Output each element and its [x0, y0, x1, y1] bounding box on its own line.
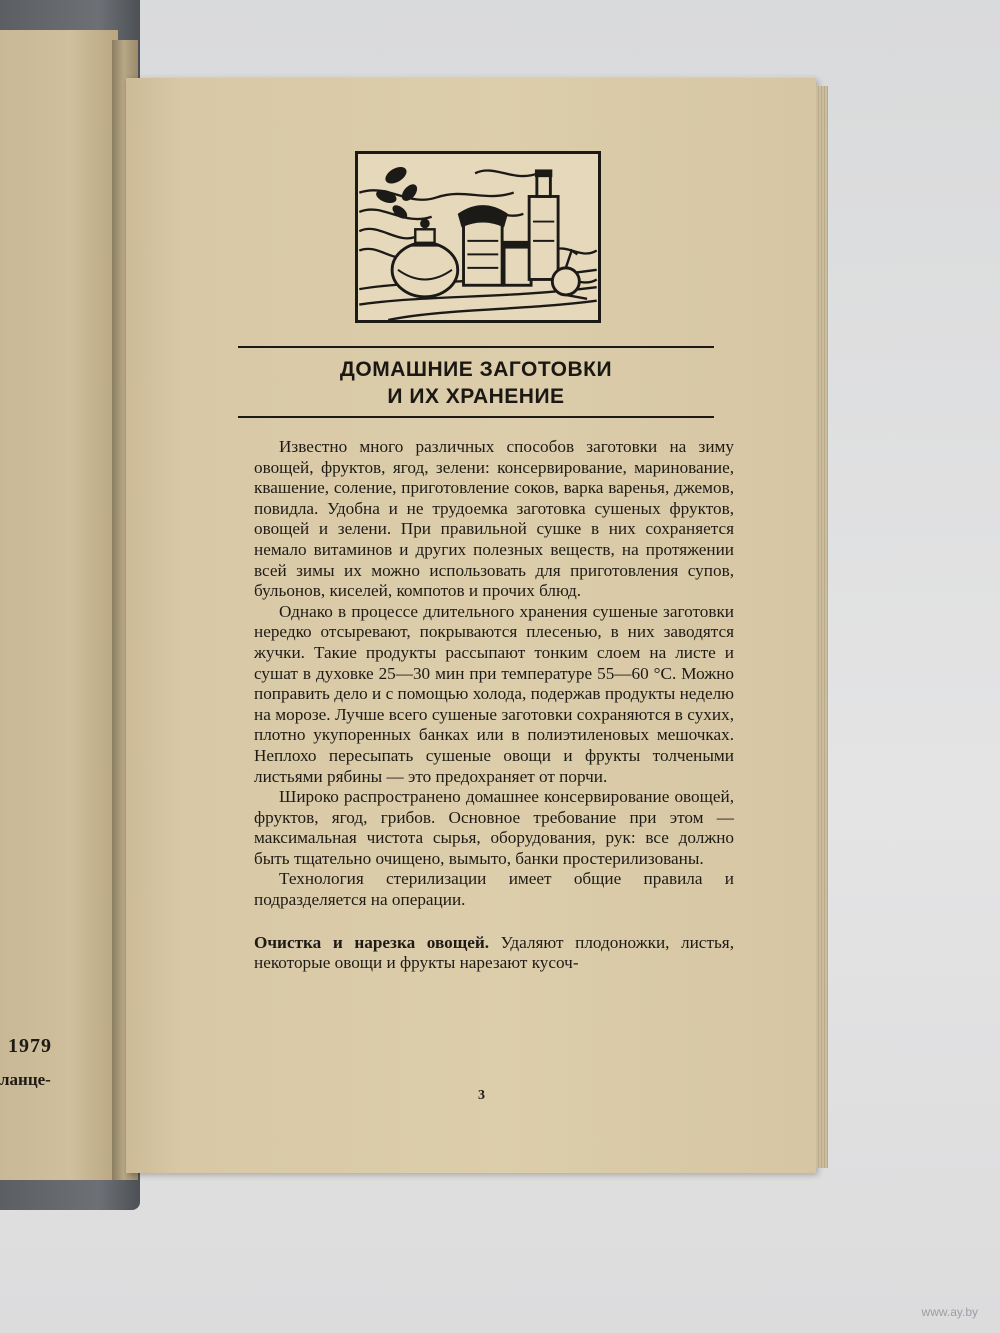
right-page — [126, 78, 816, 1173]
subsection-paragraph — [254, 933, 734, 974]
page-number: 3 — [478, 1088, 485, 1103]
paragraph-1: Известно много различных способов заготовки на зиму овощей, фруктов, ягод, зелени: консервирование, маринование, квашение, соление, приготовление соков, варка варенья, джемов, повидла. Удобна и не трудоемка заготовка сушеных фруктов, овощей и зелени. При правильной сушке в них сохраняется немало витаминов и других полезных веществ, на протяжении всей зимы их можно использовать для приготовления супов, бульонов, киселей, компотов и прочих блюд. — [254, 437, 734, 601]
left-page — [0, 30, 118, 1180]
left-page-word-fragment: ланце- — [0, 1070, 51, 1089]
paragraph-3: Широко распространено домашнее консервирование овощей, фруктов, ягод, грибов. Основное требование при этом — максимальная чистота сырья, оборудования, рук: все должно быть тщательно очищено, вымыто, банки простерилизованы. — [254, 787, 734, 868]
preserves-illustration — [355, 151, 601, 323]
page-stack-edge — [816, 86, 828, 1168]
subsection-text: Удаляют плодоножки, листья, некоторые овощи и фрукты нарезают кусоч- — [254, 932, 734, 973]
paragraph-4: Технология стерилизации имеет общие правила и подразделяется на операции. — [254, 869, 734, 910]
site-watermark: www.ay.by — [921, 1305, 978, 1319]
chapter-title — [238, 346, 714, 418]
jars-and-pots-drawing — [358, 154, 598, 320]
chapter-title-line-1: ДОМАШНИЕ ЗАГОТОВКИ — [339, 358, 613, 381]
subsection-heading: Очистка и нарезка овощей. — [254, 932, 490, 952]
paragraph-2: Однако в процессе длительного хранения сушеные заготовки нередко отсыревают, покрываются плесенью, в них заводятся жучки. Такие продукты рассыпают тонким слоем на листе и сушат в духовке 25—30 мин при температуре 55—60 °С. Можно поправить дело и с помощью холода, подержав продукты неделю на морозе. Лучше всего сушеные заготовки сохраняются в сухих, плотно укупоренных банках или в полиэтиленовых мешочках. Неплохо пересыпать сушеные овощи и фрукты толчеными листьями рябины — это предохраняет от порчи. — [254, 601, 734, 786]
chapter-body-text — [254, 437, 734, 974]
left-page-year: 1979 — [8, 1035, 52, 1057]
chapter-title-line-2: И ИХ ХРАНЕНИЕ — [387, 385, 565, 408]
